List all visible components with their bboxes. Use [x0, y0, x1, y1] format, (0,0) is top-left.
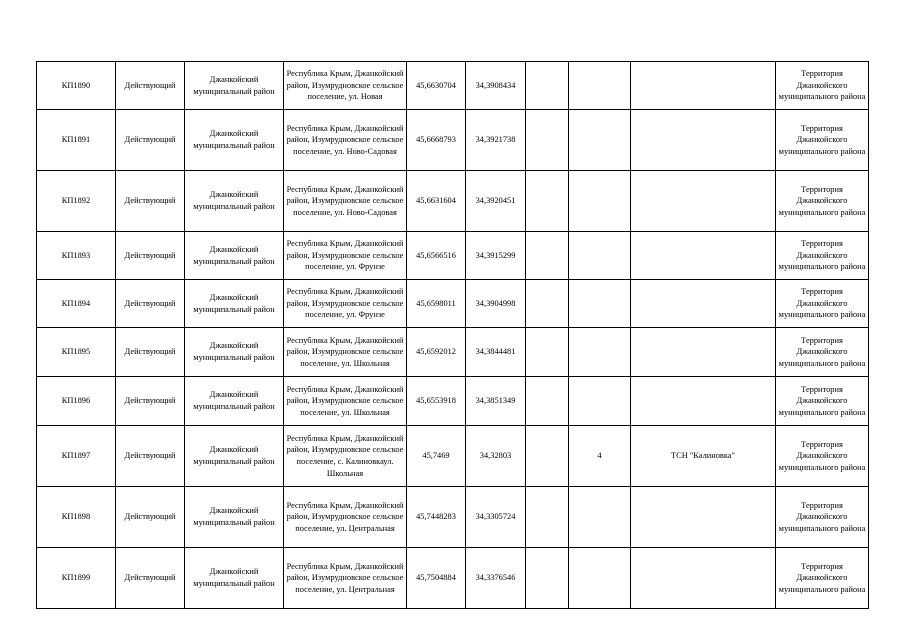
territory-cell: Территория Джанкойского муниципального района	[776, 171, 869, 232]
code-cell: КП1895	[37, 328, 116, 377]
code-cell: КП1891	[37, 110, 116, 171]
status-cell: Действующий	[116, 487, 185, 548]
count-cell	[569, 110, 631, 171]
empty-cell	[526, 548, 569, 609]
table-row	[37, 62, 869, 110]
longitude-cell: 34,3921738	[466, 110, 526, 171]
count-cell	[569, 280, 631, 328]
latitude-cell: 45,6553918	[407, 377, 466, 426]
longitude-cell: 34,3851349	[466, 377, 526, 426]
territory-cell: Территория Джанкойского муниципального района	[776, 548, 869, 609]
table-row	[37, 426, 869, 487]
latitude-cell: 45,7469	[407, 426, 466, 487]
address-cell: Республика Крым, Джанкойский район, Изумрудновское сельское поселение, ул. Ново-Садовая	[284, 171, 407, 232]
latitude-cell: 45,6598011	[407, 280, 466, 328]
address-cell: Республика Крым, Джанкойский район, Изумрудновское сельское поселение, ул. Новая	[284, 62, 407, 110]
count-cell: 4	[569, 426, 631, 487]
status-cell: Действующий	[116, 328, 185, 377]
status-cell: Действующий	[116, 62, 185, 110]
empty-cell	[526, 487, 569, 548]
latitude-cell: 45,6566516	[407, 232, 466, 280]
count-cell	[569, 232, 631, 280]
latitude-cell: 45,6631604	[407, 171, 466, 232]
address-cell: Республика Крым, Джанкойский район, Изумрудновское сельское поселение, ул. Школьная	[284, 328, 407, 377]
table-row	[37, 280, 869, 328]
table-row	[37, 487, 869, 548]
table-row	[37, 232, 869, 280]
count-cell	[569, 62, 631, 110]
table-row	[37, 328, 869, 377]
district-cell: Джанкойский муниципальный район	[185, 62, 284, 110]
longitude-cell: 34,3844481	[466, 328, 526, 377]
status-cell: Действующий	[116, 171, 185, 232]
association-cell	[631, 110, 776, 171]
table-row	[37, 377, 869, 426]
district-cell: Джанкойский муниципальный район	[185, 487, 284, 548]
empty-cell	[526, 171, 569, 232]
district-cell: Джанкойский муниципальный район	[185, 548, 284, 609]
longitude-cell: 34,3904998	[466, 280, 526, 328]
latitude-cell: 45,7448283	[407, 487, 466, 548]
table-row	[37, 171, 869, 232]
association-cell	[631, 62, 776, 110]
district-cell: Джанкойский муниципальный район	[185, 171, 284, 232]
address-cell: Республика Крым, Джанкойский район, Изумрудновское сельское поселение, ул. Ново-Садовая	[284, 110, 407, 171]
territory-cell: Территория Джанкойского муниципального района	[776, 328, 869, 377]
code-cell: КП1899	[37, 548, 116, 609]
empty-cell	[526, 328, 569, 377]
longitude-cell: 34,3920451	[466, 171, 526, 232]
code-cell: КП1890	[37, 62, 116, 110]
latitude-cell: 45,7504884	[407, 548, 466, 609]
count-cell	[569, 328, 631, 377]
latitude-cell: 45,6592012	[407, 328, 466, 377]
empty-cell	[526, 232, 569, 280]
registry-table	[36, 61, 869, 609]
territory-cell: Территория Джанкойского муниципального района	[776, 110, 869, 171]
association-cell	[631, 377, 776, 426]
status-cell: Действующий	[116, 280, 185, 328]
longitude-cell: 34,3305724	[466, 487, 526, 548]
association-cell	[631, 548, 776, 609]
address-cell: Республика Крым, Джанкойский район, Изумрудновское сельское поселение, ул. Школьная	[284, 377, 407, 426]
address-cell: Республика Крым, Джанкойский район, Изумрудновское сельское поселение, ул. Центральная	[284, 548, 407, 609]
longitude-cell: 34,3376546	[466, 548, 526, 609]
association-cell	[631, 232, 776, 280]
latitude-cell: 45,6630704	[407, 62, 466, 110]
district-cell: Джанкойский муниципальный район	[185, 377, 284, 426]
code-cell: КП1893	[37, 232, 116, 280]
district-cell: Джанкойский муниципальный район	[185, 426, 284, 487]
address-cell: Республика Крым, Джанкойский район, Изумрудновское сельское поселение, ул. Фрунзе	[284, 280, 407, 328]
status-cell: Действующий	[116, 377, 185, 426]
latitude-cell: 45,6668793	[407, 110, 466, 171]
code-cell: КП1894	[37, 280, 116, 328]
count-cell	[569, 548, 631, 609]
territory-cell: Территория Джанкойского муниципального района	[776, 377, 869, 426]
table-row	[37, 548, 869, 609]
code-cell: КП1897	[37, 426, 116, 487]
empty-cell	[526, 62, 569, 110]
empty-cell	[526, 377, 569, 426]
status-cell: Действующий	[116, 426, 185, 487]
empty-cell	[526, 110, 569, 171]
address-cell: Республика Крым, Джанкойский район, Изумрудновское сельское поселение, ул. Центральная	[284, 487, 407, 548]
longitude-cell: 34,32803	[466, 426, 526, 487]
territory-cell: Территория Джанкойского муниципального района	[776, 62, 869, 110]
code-cell: КП1896	[37, 377, 116, 426]
table-row	[37, 110, 869, 171]
count-cell	[569, 171, 631, 232]
association-cell	[631, 171, 776, 232]
table-body	[37, 62, 869, 609]
address-cell: Республика Крым, Джанкойский район, Изумрудновское сельское поселение, с. Калиновкаул. Школьная	[284, 426, 407, 487]
address-cell: Республика Крым, Джанкойский район, Изумрудновское сельское поселение, ул. Фрунзе	[284, 232, 407, 280]
territory-cell: Территория Джанкойского муниципального района	[776, 487, 869, 548]
district-cell: Джанкойский муниципальный район	[185, 280, 284, 328]
status-cell: Действующий	[116, 110, 185, 171]
empty-cell	[526, 280, 569, 328]
association-cell: ТСН "Калиновка"	[631, 426, 776, 487]
longitude-cell: 34,3908434	[466, 62, 526, 110]
association-cell	[631, 328, 776, 377]
longitude-cell: 34,3915299	[466, 232, 526, 280]
code-cell: КП1892	[37, 171, 116, 232]
association-cell	[631, 280, 776, 328]
territory-cell: Территория Джанкойского муниципального района	[776, 280, 869, 328]
territory-cell: Территория Джанкойского муниципального района	[776, 232, 869, 280]
territory-cell: Территория Джанкойского муниципального района	[776, 426, 869, 487]
status-cell: Действующий	[116, 548, 185, 609]
count-cell	[569, 377, 631, 426]
district-cell: Джанкойский муниципальный район	[185, 232, 284, 280]
count-cell	[569, 487, 631, 548]
district-cell: Джанкойский муниципальный район	[185, 328, 284, 377]
empty-cell	[526, 426, 569, 487]
association-cell	[631, 487, 776, 548]
district-cell: Джанкойский муниципальный район	[185, 110, 284, 171]
code-cell: КП1898	[37, 487, 116, 548]
status-cell: Действующий	[116, 232, 185, 280]
